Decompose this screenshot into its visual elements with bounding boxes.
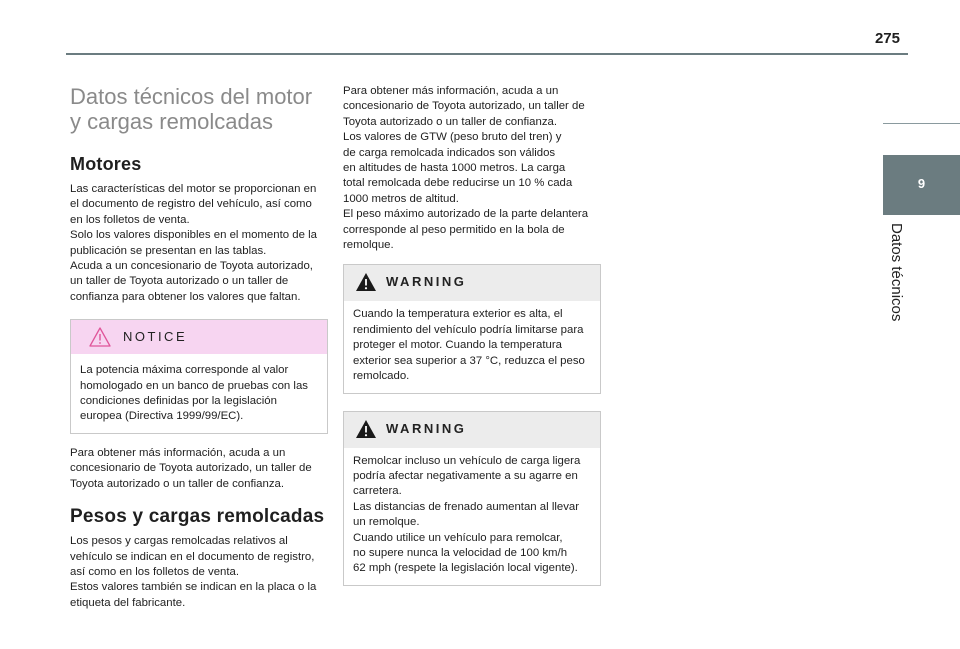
page-title: Datos técnicos del motor y cargas remolcadas — [70, 84, 313, 134]
warning-triangle-icon — [355, 272, 377, 292]
side-rule — [883, 123, 960, 124]
motores-paragraph: Las características del motor se proporcionan en el documento de registro del vehículo, así como en los folletos de venta. Solo los valores disponibles en el momento de la publicación se presentan en las tablas. Acuda a un concesionario de Toyota autorizado, un taller de Toyota autorizado o un taller de confianza para obtener los valores que faltan. — [70, 183, 317, 303]
pesos-paragraph: Los pesos y cargas remolcadas relativos al vehículo se indican en el documento de registro, así como en los folletos de venta. Estos valores también se indican en la placa o la etiqueta del fabricante. — [70, 535, 317, 609]
warning-header-2 — [344, 412, 600, 448]
notice-box — [70, 319, 328, 434]
notice-header — [71, 320, 327, 354]
warning-label-2: WARNING — [386, 420, 467, 436]
header-rule — [66, 53, 908, 55]
warning-text-2: Remolcar incluso un vehículo de carga ligera podría afectar negativamente a su agarre en carretera. Las distancias de frenado aumentan al llevar un remolque. Cuando utilice un vehículo para remolcar, no supere nunca la velocidad de 100 km/h 62 mph (respete la legislación local vigente). — [353, 454, 581, 575]
warning-box-2 — [343, 411, 601, 586]
left-column — [70, 84, 328, 611]
right-column — [343, 84, 601, 586]
warning-label-1: WARNING — [386, 274, 467, 290]
intro-paragraph: Para obtener más información, acuda a un concesionario de Toyota autorizado, un taller de Toyota autorizado o un taller de confianza. Los valores de GTW (peso bruto del tren) y de carga remolcada indicados son válidos en altitudes de hasta 1000 metros. La carga total remolcada debe reducirse un 10 % cada 1000 metros de altitud. El peso máximo autorizado de la parte delantera corresponde al peso permitido en la bola de remolque. — [343, 85, 589, 252]
chapter-title: Datos técnicos — [888, 223, 905, 322]
chapter-number: 9 — [917, 176, 926, 191]
section-heading-motores: Motores — [70, 154, 142, 174]
notice-text: La potencia máxima corresponde al valor homologado en un banco de pruebas con las condiciones definidas por la legislación europea (Directiva 1999/99/EC). — [80, 364, 308, 423]
warning-triangle-icon — [89, 327, 111, 347]
after-notice-paragraph: Para obtener más información, acuda a un concesionario de Toyota autorizado, un taller de Toyota autorizado o un taller de confianza. — [70, 446, 312, 490]
page-number: 275 — [874, 30, 900, 47]
warning-text-1: Cuando la temperatura exterior es alta, el rendimiento del vehículo podría limitarse para proteger el motor. Cuando la temperatura exterior sea superior a 37 °C, reduzca el peso remolcado. — [353, 308, 585, 383]
notice-label: NOTICE — [123, 329, 188, 345]
warning-box-1 — [343, 264, 601, 393]
chapter-tab[interactable] — [883, 155, 960, 215]
section-heading-pesos: Pesos y cargas remolcadas — [70, 506, 325, 528]
warning-header-1 — [344, 265, 600, 301]
warning-triangle-icon — [355, 419, 377, 439]
